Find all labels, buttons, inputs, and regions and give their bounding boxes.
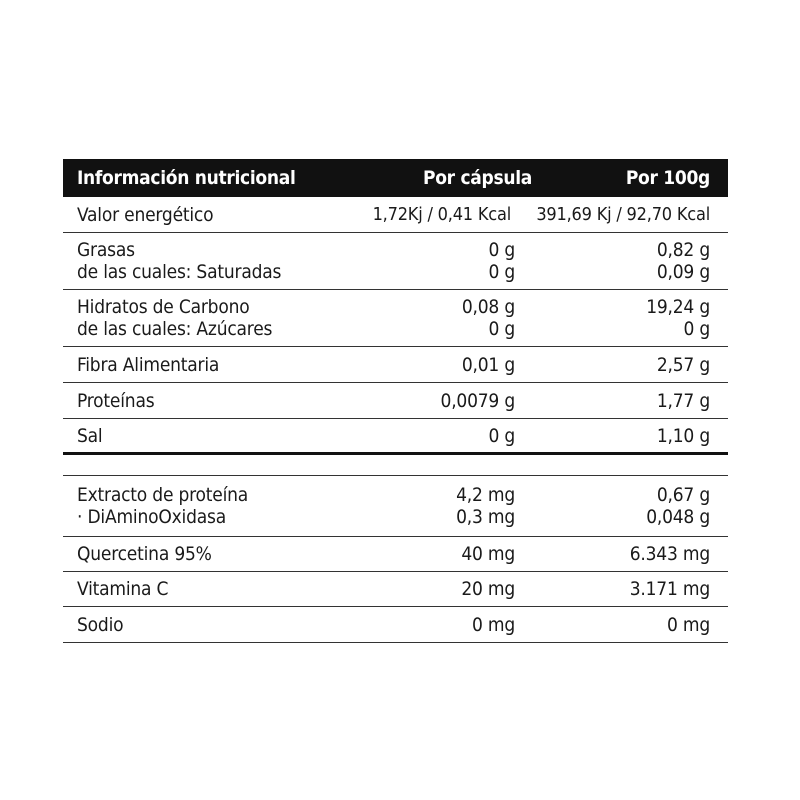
row-label: Sodio	[77, 613, 124, 636]
table-row	[63, 475, 728, 537]
table-header	[63, 159, 728, 197]
row-label: Hidratos de Carbono	[77, 296, 250, 318]
row-per-100g-sub: 0,048 g	[646, 506, 710, 528]
row-per-100g: 1,77 g	[656, 389, 710, 412]
table-row	[63, 537, 728, 572]
row-label: Fibra Alimentaria	[77, 353, 220, 376]
table-row	[63, 383, 728, 419]
row-label: Proteínas	[77, 389, 155, 412]
row-per-capsule-sub: 0,3 mg	[456, 506, 515, 528]
row-per-capsule: 0 g	[488, 424, 515, 447]
row-per-capsule: 4,2 mg	[456, 484, 515, 506]
table-row	[63, 572, 728, 607]
row-per-100g-sub: 0 g	[683, 318, 710, 340]
header-per-capsule: Por cápsula	[423, 167, 532, 189]
row-per-capsule-sub: 0 g	[488, 261, 515, 283]
table-row	[63, 419, 728, 455]
table-row	[63, 290, 728, 347]
row-per-capsule: 40 mg	[461, 543, 515, 565]
row-label: Quercetina 95%	[77, 543, 212, 565]
row-per-100g: 0,67 g	[656, 484, 710, 506]
row-label: Vitamina C	[77, 578, 169, 600]
row-per-capsule: 0,0079 g	[440, 389, 515, 412]
row-per-capsule: 0,08 g	[461, 296, 515, 318]
row-label: Grasas	[77, 239, 135, 261]
header-nutrition-info: Información nutricional	[77, 167, 296, 189]
row-per-100g: 6.343 mg	[629, 543, 710, 565]
row-per-capsule: 1,72Kj / 0,41 Kcal	[372, 203, 511, 225]
nutrition-table	[63, 159, 728, 643]
table-row	[63, 233, 728, 290]
row-label: Extracto de proteína	[77, 484, 249, 506]
section-spacer	[63, 455, 728, 475]
row-per-100g: 19,24 g	[646, 296, 710, 318]
row-label: Valor energético	[77, 203, 214, 226]
row-label: Sal	[77, 424, 103, 447]
table-row	[63, 607, 728, 643]
row-sublabel: de las cuales: Saturadas	[77, 261, 282, 283]
row-per-capsule: 0,01 g	[461, 353, 515, 376]
row-per-capsule: 0 g	[488, 239, 515, 261]
table-row	[63, 197, 728, 233]
header-per-100g: Por 100g	[625, 167, 710, 189]
row-per-100g: 2,57 g	[656, 353, 710, 376]
row-per-capsule: 20 mg	[461, 578, 515, 600]
row-per-capsule: 0 mg	[471, 613, 515, 636]
row-per-100g: 1,10 g	[656, 424, 710, 447]
row-per-100g: 391,69 Kj / 92,70 Kcal	[536, 203, 710, 225]
table-row	[63, 347, 728, 383]
row-per-100g: 0,82 g	[656, 239, 710, 261]
row-per-capsule-sub: 0 g	[488, 318, 515, 340]
row-sublabel: de las cuales: Azúcares	[77, 318, 273, 340]
row-sublabel: · DiAminoOxidasa	[77, 506, 226, 528]
row-per-100g-sub: 0,09 g	[656, 261, 710, 283]
row-per-100g: 0 mg	[666, 613, 710, 636]
row-per-100g: 3.171 mg	[629, 578, 710, 600]
